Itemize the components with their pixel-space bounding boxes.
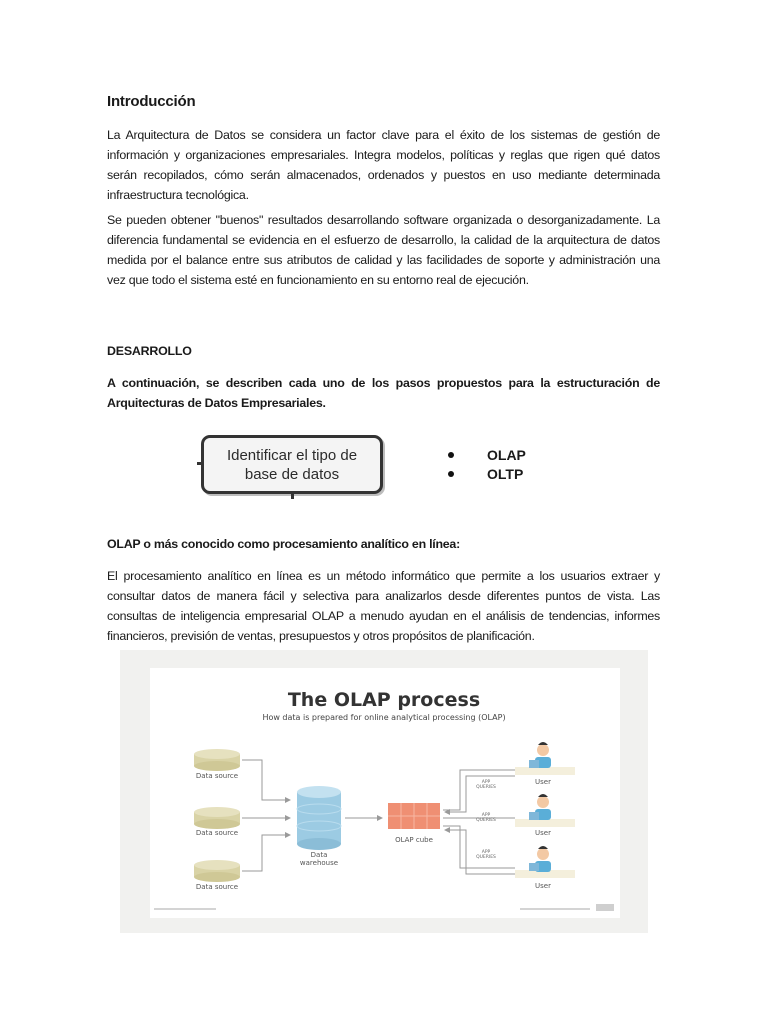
data-source-label: Data source (195, 883, 239, 891)
svg-text:APP: APP (481, 850, 491, 855)
data-source-2 (194, 807, 240, 837)
intro-paragraph-2: Se pueden obtener "buenos" resultados desarrollando software organizada o desorganizadamente. La diferencia fundamental se evidencia en el esfuerzo de desarrollo, la calidad de la arquitectura de datos medida por el balance entre sus atributos de calidad y las facilidades de soporte y administración una vez que todo el sistema esté en funcionamiento en su entorno real de ejecución. (107, 213, 660, 287)
warehouse-label-2: warehouse (299, 859, 339, 867)
database-type-list (448, 445, 526, 483)
figure-subtitle: How data is prepared for online analytical processing (OLAP) (262, 713, 506, 722)
figure-footer-right (520, 908, 590, 910)
svg-text:APP: APP (481, 780, 491, 785)
figure-footer-left (154, 908, 216, 910)
svg-text:QUERIES: QUERIES (476, 785, 496, 790)
user-label: User (535, 778, 551, 786)
olap-process-figure (120, 650, 648, 933)
user-label: User (535, 882, 551, 890)
list-item (448, 445, 526, 464)
figure-title: The OLAP process (287, 689, 481, 711)
intro-paragraph-1: La Arquitectura de Datos se considera un factor clave para el éxito de los sistemas de gestión de información y organizaciones empresariales. Integra modelos, políticas y reglas que rigen qué datos serán recopilados, cómo serán almacenados, ordenados y puestos en uso mediante determinada infraestructura tecnológica. (107, 128, 660, 202)
bullet-olap: OLAP (487, 446, 526, 463)
warehouse-label-1: Data (310, 851, 328, 859)
data-source-label: Data source (195, 829, 239, 837)
box-connector-bottom (291, 494, 294, 499)
bullet-icon (448, 471, 454, 477)
data-source-3 (194, 860, 240, 891)
desarrollo-heading: DESARROLLO (107, 344, 192, 358)
list-item (448, 464, 526, 483)
bullet-oltp: OLTP (487, 465, 524, 482)
cube-label: OLAP cube (395, 836, 433, 844)
svg-text:QUERIES: QUERIES (476, 818, 496, 823)
step-box-text: Identificar el tipo de base de datos (226, 446, 358, 483)
svg-text:QUERIES: QUERIES (476, 855, 496, 860)
olap-paragraph: El procesamiento analítico en línea es un método informático que permite a los usuarios extraer y consultar datos de manera fácil y selectiva para analizarlos desde diferentes puntos de vista. Las consultas de inteligencia empresarial OLAP a menudo ayudan en el análisis de tendencias, informes financieros, previsión de ventas, presupuestos y otros propósitos de planificación. (107, 569, 660, 643)
box-connector-left (197, 462, 201, 465)
olap-heading: OLAP o más conocido como procesamiento analítico en línea: (107, 537, 460, 551)
step-box (201, 435, 383, 494)
user-label: User (535, 829, 551, 837)
publisher-logo (596, 904, 614, 911)
data-source-label: Data source (195, 772, 239, 780)
intro-heading: Introducción (107, 93, 196, 110)
olap-process-diagram (120, 650, 648, 933)
bullet-icon (448, 452, 454, 458)
desarrollo-paragraph: A continuación, se describen cada uno de los pasos propuestos para la estructuración de Arquitecturas de Datos Empresariales. (107, 376, 660, 410)
data-source-1 (194, 749, 240, 780)
svg-text:APP: APP (481, 813, 491, 818)
olap-cube-icon (388, 803, 440, 844)
